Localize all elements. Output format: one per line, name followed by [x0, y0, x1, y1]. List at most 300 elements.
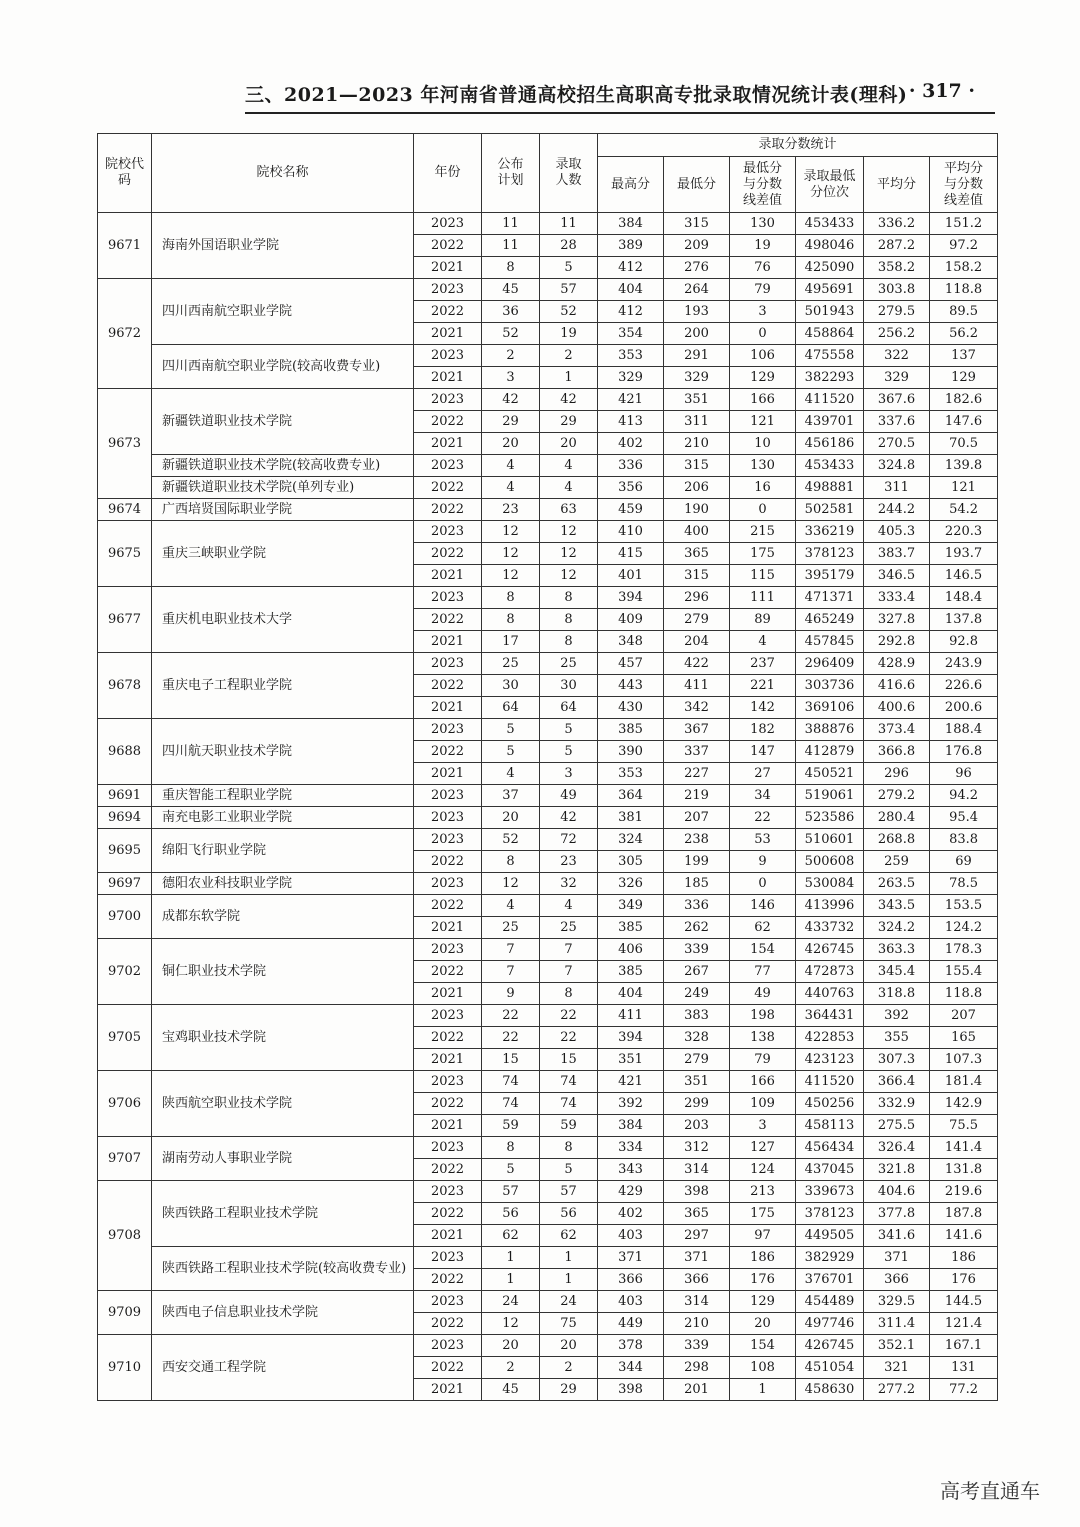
cell-year: 2022	[414, 1357, 482, 1379]
cell-min-score: 367	[664, 719, 730, 741]
cell-min-diff: 175	[730, 1203, 796, 1225]
cell-min-rank: 412879	[796, 741, 864, 763]
page-number: · 317 ·	[908, 80, 975, 102]
cell-avg-diff: 124.2	[930, 917, 998, 939]
cell-admitted: 11	[540, 213, 598, 235]
institution-name: 湖南劳动人事职业学院	[152, 1137, 414, 1181]
cell-min-diff: 16	[730, 477, 796, 499]
cell-min-score: 201	[664, 1379, 730, 1401]
cell-min-diff: 0	[730, 323, 796, 345]
table-row	[98, 1181, 998, 1203]
cell-year: 2022	[414, 1159, 482, 1181]
cell-plan: 22	[482, 1027, 540, 1049]
cell-min-score: 400	[664, 521, 730, 543]
institution-code: 9697	[98, 873, 152, 895]
table-row	[98, 873, 998, 895]
cell-min-rank: 454489	[796, 1291, 864, 1313]
cell-admitted: 7	[540, 961, 598, 983]
cell-min-score: 291	[664, 345, 730, 367]
cell-min-rank: 458864	[796, 323, 864, 345]
cell-min-rank: 336219	[796, 521, 864, 543]
institution-code: 9695	[98, 829, 152, 873]
cell-avg-diff: 176	[930, 1269, 998, 1291]
cell-avg-score: 371	[864, 1247, 930, 1269]
cell-min-rank: 450521	[796, 763, 864, 785]
cell-year: 2023	[414, 829, 482, 851]
cell-max-score: 371	[598, 1247, 664, 1269]
cell-admitted: 5	[540, 1159, 598, 1181]
cell-plan: 2	[482, 1357, 540, 1379]
cell-admitted: 12	[540, 521, 598, 543]
cell-min-rank: 497746	[796, 1313, 864, 1335]
cell-admitted: 1	[540, 1247, 598, 1269]
cell-max-score: 402	[598, 1203, 664, 1225]
cell-min-score: 342	[664, 697, 730, 719]
header-score-group: 录取分数统计	[598, 134, 998, 157]
cell-min-diff: 49	[730, 983, 796, 1005]
cell-min-score: 365	[664, 1203, 730, 1225]
cell-avg-score: 346.5	[864, 565, 930, 587]
cell-min-diff: 182	[730, 719, 796, 741]
cell-plan: 15	[482, 1049, 540, 1071]
cell-min-rank: 426745	[796, 939, 864, 961]
cell-plan: 74	[482, 1071, 540, 1093]
header-code: 院校代码	[98, 134, 152, 213]
cell-plan: 56	[482, 1203, 540, 1225]
cell-avg-diff: 69	[930, 851, 998, 873]
cell-plan: 42	[482, 389, 540, 411]
cell-plan: 29	[482, 411, 540, 433]
institution-code: 9675	[98, 521, 152, 587]
footer-brand: 高考直通车	[940, 1479, 1040, 1503]
cell-max-score: 384	[598, 213, 664, 235]
cell-admitted: 2	[540, 1357, 598, 1379]
cell-avg-score: 383.7	[864, 543, 930, 565]
cell-plan: 9	[482, 983, 540, 1005]
cell-min-diff: 77	[730, 961, 796, 983]
cell-plan: 20	[482, 1335, 540, 1357]
cell-admitted: 1	[540, 1269, 598, 1291]
cell-admitted: 8	[540, 587, 598, 609]
cell-min-score: 411	[664, 675, 730, 697]
header-min-rank: 录取最低分位次	[796, 157, 864, 213]
institution-name: 陕西电子信息职业技术学院	[152, 1291, 414, 1335]
cell-admitted: 29	[540, 1379, 598, 1401]
cell-admitted: 5	[540, 719, 598, 741]
cell-max-score: 413	[598, 411, 664, 433]
institution-code: 9688	[98, 719, 152, 785]
cell-admitted: 56	[540, 1203, 598, 1225]
cell-min-score: 351	[664, 1071, 730, 1093]
cell-plan: 11	[482, 235, 540, 257]
cell-avg-score: 329.5	[864, 1291, 930, 1313]
cell-admitted: 30	[540, 675, 598, 697]
table-row	[98, 587, 998, 609]
cell-admitted: 42	[540, 389, 598, 411]
cell-min-score: 296	[664, 587, 730, 609]
cell-plan: 5	[482, 741, 540, 763]
cell-max-score: 429	[598, 1181, 664, 1203]
cell-avg-score: 279.5	[864, 301, 930, 323]
table-row	[98, 807, 998, 829]
cell-max-score: 385	[598, 917, 664, 939]
cell-min-score: 339	[664, 1335, 730, 1357]
cell-min-rank: 433732	[796, 917, 864, 939]
cell-max-score: 381	[598, 807, 664, 829]
cell-plan: 2	[482, 345, 540, 367]
cell-admitted: 42	[540, 807, 598, 829]
cell-avg-score: 332.9	[864, 1093, 930, 1115]
cell-year: 2021	[414, 1115, 482, 1137]
table-row	[98, 1137, 998, 1159]
cell-plan: 1	[482, 1247, 540, 1269]
cell-min-diff: 53	[730, 829, 796, 851]
cell-avg-score: 366.8	[864, 741, 930, 763]
cell-plan: 7	[482, 939, 540, 961]
cell-plan: 7	[482, 961, 540, 983]
cell-avg-diff: 188.4	[930, 719, 998, 741]
cell-year: 2023	[414, 1291, 482, 1313]
cell-avg-diff: 131	[930, 1357, 998, 1379]
cell-avg-diff: 118.8	[930, 279, 998, 301]
cell-year: 2022	[414, 235, 482, 257]
cell-min-diff: 76	[730, 257, 796, 279]
header-min: 最低分	[664, 157, 730, 213]
table-row	[98, 1291, 998, 1313]
cell-avg-score: 404.6	[864, 1181, 930, 1203]
cell-avg-diff: 94.2	[930, 785, 998, 807]
cell-min-rank: 500608	[796, 851, 864, 873]
cell-min-rank: 364431	[796, 1005, 864, 1027]
cell-max-score: 356	[598, 477, 664, 499]
cell-admitted: 49	[540, 785, 598, 807]
cell-min-rank: 471371	[796, 587, 864, 609]
cell-min-score: 279	[664, 609, 730, 631]
cell-max-score: 443	[598, 675, 664, 697]
cell-year: 2022	[414, 1269, 482, 1291]
cell-plan: 5	[482, 1159, 540, 1181]
cell-min-rank: 339673	[796, 1181, 864, 1203]
cell-min-diff: 19	[730, 235, 796, 257]
cell-avg-diff: 167.1	[930, 1335, 998, 1357]
cell-avg-diff: 96	[930, 763, 998, 785]
cell-avg-score: 307.3	[864, 1049, 930, 1071]
cell-avg-score: 366.4	[864, 1071, 930, 1093]
cell-admitted: 22	[540, 1027, 598, 1049]
cell-year: 2022	[414, 675, 482, 697]
cell-plan: 30	[482, 675, 540, 697]
cell-avg-score: 392	[864, 1005, 930, 1027]
cell-plan: 59	[482, 1115, 540, 1137]
cell-admitted: 62	[540, 1225, 598, 1247]
cell-year: 2023	[414, 1137, 482, 1159]
cell-avg-diff: 89.5	[930, 301, 998, 323]
header-avg-diff: 平均分与分数线差值	[930, 157, 998, 213]
cell-min-score: 200	[664, 323, 730, 345]
table-row	[98, 499, 998, 521]
cell-plan: 23	[482, 499, 540, 521]
cell-min-score: 315	[664, 213, 730, 235]
table-row	[98, 213, 998, 235]
cell-min-diff: 0	[730, 873, 796, 895]
cell-max-score: 459	[598, 499, 664, 521]
cell-max-score: 349	[598, 895, 664, 917]
cell-max-score: 366	[598, 1269, 664, 1291]
cell-min-score: 209	[664, 235, 730, 257]
cell-min-diff: 237	[730, 653, 796, 675]
table-row	[98, 653, 998, 675]
cell-admitted: 7	[540, 939, 598, 961]
cell-min-rank: 495691	[796, 279, 864, 301]
cell-max-score: 412	[598, 301, 664, 323]
cell-plan: 57	[482, 1181, 540, 1203]
cell-year: 2022	[414, 851, 482, 873]
cell-avg-diff: 219.6	[930, 1181, 998, 1203]
cell-min-rank: 530084	[796, 873, 864, 895]
cell-plan: 20	[482, 807, 540, 829]
cell-admitted: 57	[540, 1181, 598, 1203]
cell-year: 2023	[414, 719, 482, 741]
cell-year: 2023	[414, 939, 482, 961]
cell-avg-diff: 187.8	[930, 1203, 998, 1225]
cell-avg-score: 352.1	[864, 1335, 930, 1357]
institution-code: 9706	[98, 1071, 152, 1137]
cell-year: 2023	[414, 807, 482, 829]
cell-admitted: 1	[540, 367, 598, 389]
cell-year: 2021	[414, 433, 482, 455]
cell-min-rank: 411520	[796, 389, 864, 411]
cell-min-diff: 4	[730, 631, 796, 653]
cell-avg-score: 336.2	[864, 213, 930, 235]
cell-min-score: 365	[664, 543, 730, 565]
cell-avg-score: 329	[864, 367, 930, 389]
cell-max-score: 457	[598, 653, 664, 675]
cell-max-score: 385	[598, 961, 664, 983]
cell-year: 2022	[414, 741, 482, 763]
cell-min-score: 210	[664, 433, 730, 455]
cell-min-diff: 9	[730, 851, 796, 873]
cell-plan: 25	[482, 653, 540, 675]
cell-year: 2022	[414, 895, 482, 917]
cell-year: 2022	[414, 609, 482, 631]
cell-max-score: 353	[598, 345, 664, 367]
cell-min-rank: 465249	[796, 609, 864, 631]
cell-avg-score: 311	[864, 477, 930, 499]
cell-min-score: 185	[664, 873, 730, 895]
cell-min-rank: 382293	[796, 367, 864, 389]
cell-min-score: 315	[664, 565, 730, 587]
cell-min-diff: 142	[730, 697, 796, 719]
cell-year: 2021	[414, 323, 482, 345]
institution-code: 9672	[98, 279, 152, 389]
cell-min-score: 267	[664, 961, 730, 983]
cell-min-diff: 127	[730, 1137, 796, 1159]
cell-max-score: 421	[598, 1071, 664, 1093]
cell-min-rank: 523586	[796, 807, 864, 829]
cell-avg-score: 327.8	[864, 609, 930, 631]
cell-max-score: 410	[598, 521, 664, 543]
cell-year: 2022	[414, 301, 482, 323]
cell-admitted: 12	[540, 543, 598, 565]
institution-code: 9708	[98, 1181, 152, 1291]
cell-plan: 74	[482, 1093, 540, 1115]
cell-plan: 12	[482, 543, 540, 565]
cell-min-rank: 519061	[796, 785, 864, 807]
cell-min-score: 371	[664, 1247, 730, 1269]
cell-year: 2023	[414, 345, 482, 367]
cell-plan: 52	[482, 323, 540, 345]
cell-year: 2023	[414, 213, 482, 235]
cell-min-rank: 296409	[796, 653, 864, 675]
cell-min-rank: 498881	[796, 477, 864, 499]
cell-plan: 8	[482, 257, 540, 279]
cell-avg-diff: 107.3	[930, 1049, 998, 1071]
cell-min-rank: 457845	[796, 631, 864, 653]
cell-min-rank: 413996	[796, 895, 864, 917]
cell-plan: 12	[482, 565, 540, 587]
institution-name: 重庆机电职业技术大学	[152, 587, 414, 653]
cell-avg-score: 277.2	[864, 1379, 930, 1401]
cell-min-score: 314	[664, 1159, 730, 1181]
cell-max-score: 384	[598, 1115, 664, 1137]
cell-year: 2023	[414, 1335, 482, 1357]
institution-name: 重庆三峡职业学院	[152, 521, 414, 587]
cell-min-rank: 510601	[796, 829, 864, 851]
cell-min-rank: 458113	[796, 1115, 864, 1137]
cell-avg-score: 263.5	[864, 873, 930, 895]
cell-year: 2023	[414, 1071, 482, 1093]
cell-max-score: 389	[598, 235, 664, 257]
cell-avg-score: 280.4	[864, 807, 930, 829]
cell-avg-score: 256.2	[864, 323, 930, 345]
cell-year: 2021	[414, 1049, 482, 1071]
cell-min-rank: 395179	[796, 565, 864, 587]
cell-plan: 12	[482, 873, 540, 895]
cell-avg-score: 416.6	[864, 675, 930, 697]
cell-year: 2021	[414, 697, 482, 719]
institution-code: 9707	[98, 1137, 152, 1181]
cell-max-score: 411	[598, 1005, 664, 1027]
cell-min-score: 298	[664, 1357, 730, 1379]
cell-year: 2023	[414, 1247, 482, 1269]
cell-avg-score: 367.6	[864, 389, 930, 411]
cell-min-diff: 3	[730, 301, 796, 323]
cell-admitted: 20	[540, 1335, 598, 1357]
cell-max-score: 449	[598, 1313, 664, 1335]
table-row	[98, 389, 998, 411]
cell-plan: 4	[482, 455, 540, 477]
cell-min-diff: 166	[730, 389, 796, 411]
cell-min-score: 329	[664, 367, 730, 389]
table-row	[98, 785, 998, 807]
cell-min-diff: 213	[730, 1181, 796, 1203]
cell-min-rank: 501943	[796, 301, 864, 323]
cell-avg-diff: 243.9	[930, 653, 998, 675]
cell-year: 2021	[414, 257, 482, 279]
header-min-diff: 最低分与分数线差值	[730, 157, 796, 213]
cell-min-diff: 97	[730, 1225, 796, 1247]
table-row	[98, 829, 998, 851]
institution-name: 新疆铁道职业技术学院	[152, 389, 414, 455]
cell-min-rank: 388876	[796, 719, 864, 741]
cell-admitted: 29	[540, 411, 598, 433]
cell-max-score: 398	[598, 1379, 664, 1401]
cell-avg-diff: 148.4	[930, 587, 998, 609]
cell-year: 2023	[414, 1005, 482, 1027]
cell-min-score: 366	[664, 1269, 730, 1291]
institution-code: 9673	[98, 389, 152, 499]
cell-avg-diff: 137	[930, 345, 998, 367]
cell-admitted: 2	[540, 345, 598, 367]
institution-name: 四川西南航空职业学院(较高收费专业)	[152, 345, 414, 389]
cell-year: 2021	[414, 763, 482, 785]
cell-plan: 64	[482, 697, 540, 719]
cell-admitted: 28	[540, 235, 598, 257]
cell-max-score: 402	[598, 433, 664, 455]
cell-max-score: 385	[598, 719, 664, 741]
cell-year: 2022	[414, 411, 482, 433]
cell-min-rank: 423123	[796, 1049, 864, 1071]
cell-min-score: 206	[664, 477, 730, 499]
cell-year: 2023	[414, 521, 482, 543]
table-row	[98, 279, 998, 301]
cell-max-score: 394	[598, 587, 664, 609]
cell-min-diff: 176	[730, 1269, 796, 1291]
cell-min-diff: 130	[730, 455, 796, 477]
cell-plan: 25	[482, 917, 540, 939]
cell-avg-diff: 97.2	[930, 235, 998, 257]
cell-min-diff: 175	[730, 543, 796, 565]
cell-avg-score: 321.8	[864, 1159, 930, 1181]
cell-min-score: 315	[664, 455, 730, 477]
cell-admitted: 59	[540, 1115, 598, 1137]
cell-avg-diff: 186	[930, 1247, 998, 1269]
cell-avg-score: 296	[864, 763, 930, 785]
cell-max-score: 378	[598, 1335, 664, 1357]
cell-min-diff: 129	[730, 367, 796, 389]
cell-admitted: 8	[540, 983, 598, 1005]
cell-min-diff: 111	[730, 587, 796, 609]
cell-min-rank: 475558	[796, 345, 864, 367]
cell-avg-diff: 151.2	[930, 213, 998, 235]
institution-name: 西安交通工程学院	[152, 1335, 414, 1401]
cell-max-score: 326	[598, 873, 664, 895]
cell-min-score: 351	[664, 389, 730, 411]
cell-avg-score: 244.2	[864, 499, 930, 521]
cell-min-rank: 437045	[796, 1159, 864, 1181]
cell-min-diff: 215	[730, 521, 796, 543]
admission-statistics-table	[97, 133, 998, 1401]
cell-admitted: 24	[540, 1291, 598, 1313]
institution-name: 铜仁职业技术学院	[152, 939, 414, 1005]
cell-min-score: 264	[664, 279, 730, 301]
table-body	[98, 213, 998, 1401]
cell-year: 2023	[414, 873, 482, 895]
institution-name: 陕西铁路工程职业技术学院	[152, 1181, 414, 1247]
cell-max-score: 392	[598, 1093, 664, 1115]
cell-min-diff: 1	[730, 1379, 796, 1401]
cell-max-score: 351	[598, 1049, 664, 1071]
cell-year: 2023	[414, 455, 482, 477]
cell-avg-diff: 178.3	[930, 939, 998, 961]
cell-year: 2021	[414, 367, 482, 389]
cell-year: 2022	[414, 1027, 482, 1049]
cell-avg-diff: 139.8	[930, 455, 998, 477]
cell-admitted: 72	[540, 829, 598, 851]
cell-max-score: 390	[598, 741, 664, 763]
cell-plan: 12	[482, 521, 540, 543]
cell-avg-diff: 200.6	[930, 697, 998, 719]
